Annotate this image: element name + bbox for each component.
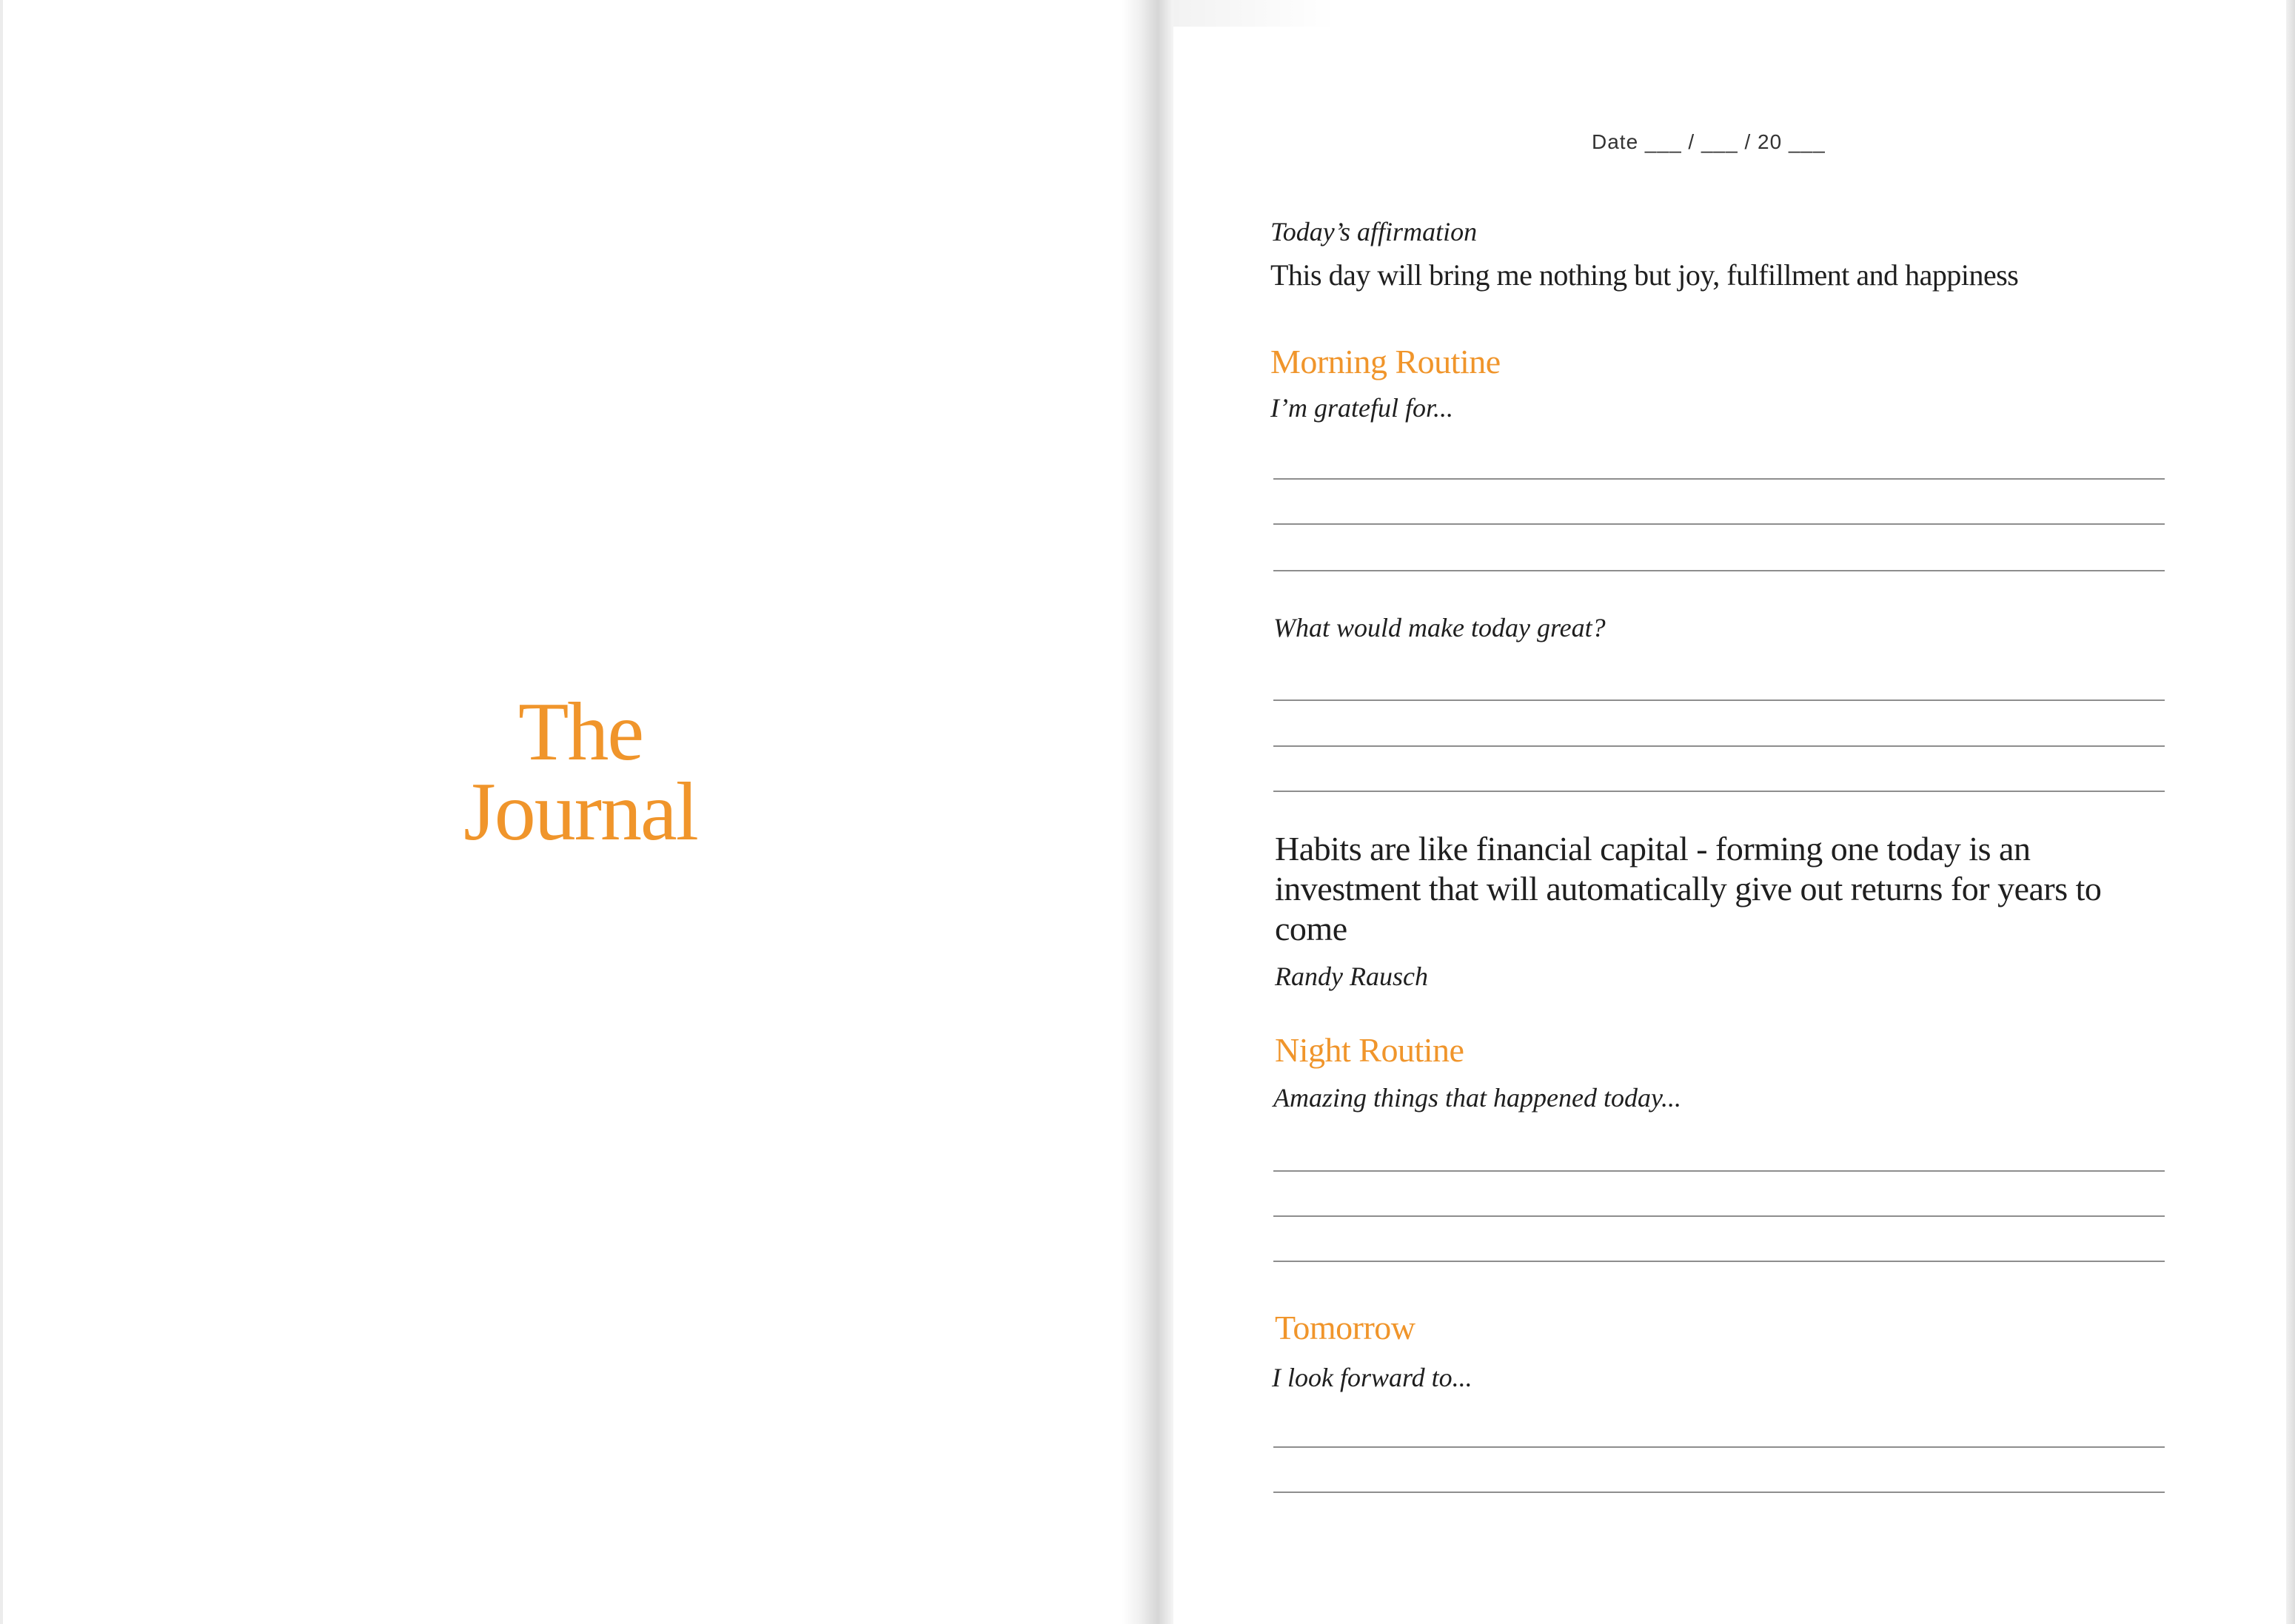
- great-day-prompt: What would make today great?: [1273, 613, 1606, 642]
- cover-title: [418, 686, 743, 858]
- look-forward-prompt: I look forward to...: [1272, 1363, 1473, 1392]
- morning-routine-heading: Morning Routine: [1270, 343, 1501, 380]
- amazing-line-2[interactable]: [1273, 1215, 2165, 1217]
- grateful-line-1[interactable]: [1273, 478, 2165, 480]
- left-page: [0, 0, 1140, 1624]
- quote-text: Habits are like financial capital - forming one today is an investment that will automatically give out returns for years to come: [1275, 830, 2102, 947]
- affirmation-text: This day will bring me nothing but joy, fulfillment and happiness: [1270, 258, 2019, 292]
- tomorrow-heading: Tomorrow: [1275, 1309, 1415, 1346]
- look-forward-line-2[interactable]: [1273, 1492, 2165, 1493]
- page-gutter-shadow: [1122, 0, 1173, 1624]
- quote-author: Randy Rausch: [1275, 962, 1428, 991]
- look-forward-line-1[interactable]: [1273, 1446, 2165, 1448]
- amazing-line-1[interactable]: [1273, 1170, 2165, 1172]
- amazing-things-prompt: Amazing things that happened today...: [1273, 1083, 1681, 1113]
- grateful-prompt: I’m grateful for...: [1270, 393, 1453, 423]
- great-day-line-1[interactable]: [1273, 699, 2165, 701]
- amazing-line-3[interactable]: [1273, 1261, 2165, 1262]
- date-field[interactable]: Date ___ / ___ / 20 ___: [1592, 130, 1826, 153]
- affirmation-label: Today’s affirmation: [1270, 217, 1478, 246]
- great-day-line-2[interactable]: [1273, 745, 2165, 747]
- cover-title-line-1: The: [517, 686, 643, 778]
- page-right-edge: [2286, 0, 2295, 1624]
- great-day-line-3[interactable]: [1273, 791, 2165, 792]
- night-routine-heading: Night Routine: [1275, 1031, 1464, 1069]
- cover-title-line-2: Journal: [463, 766, 697, 858]
- grateful-line-2[interactable]: [1273, 523, 2165, 525]
- grateful-line-3[interactable]: [1273, 570, 2165, 571]
- page-top-shadow: [1173, 0, 1336, 27]
